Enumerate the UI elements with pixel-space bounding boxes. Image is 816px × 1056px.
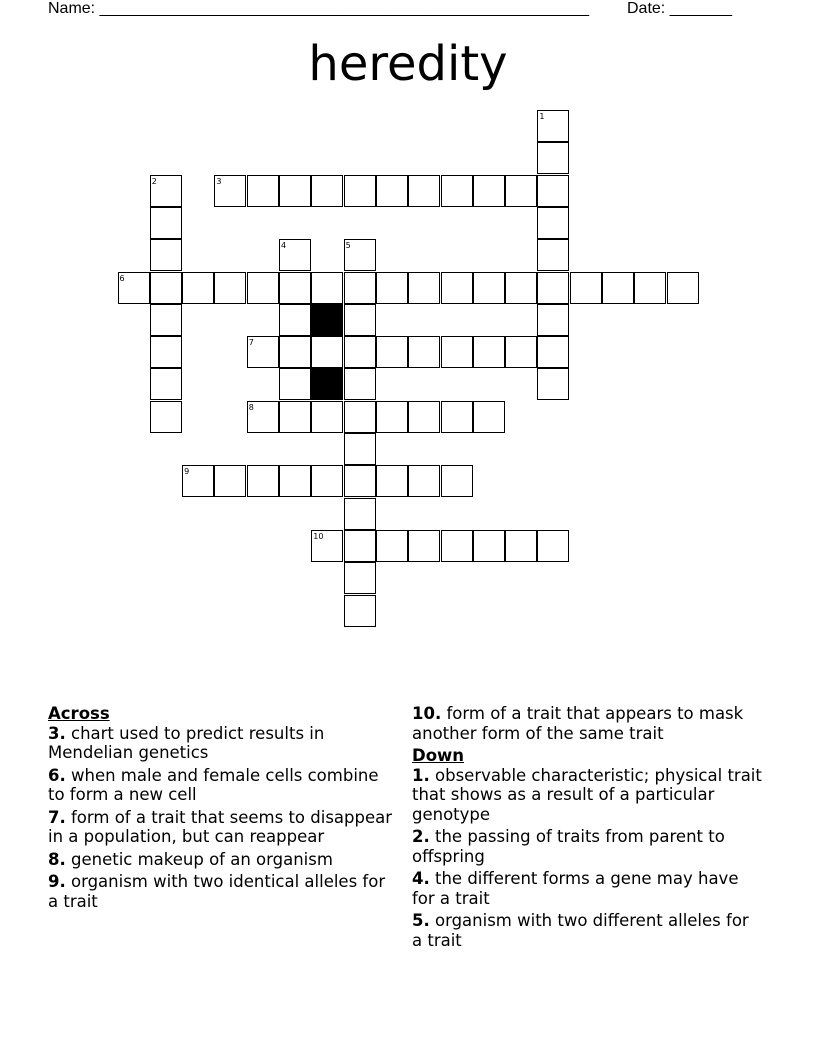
crossword-cell[interactable] (279, 175, 311, 207)
crossword-cell[interactable] (441, 336, 473, 368)
across-clue (412, 704, 762, 743)
crossword-cell[interactable] (344, 368, 376, 400)
crossword-cell[interactable] (344, 272, 376, 304)
clue-text: organism with two identical alleles for a trait (48, 872, 386, 911)
crossword-cell[interactable] (537, 336, 569, 368)
crossword-cell[interactable] (505, 530, 537, 562)
crossword-cell[interactable] (408, 175, 440, 207)
crossword-cell[interactable] (150, 401, 182, 433)
crossword-cell[interactable] (473, 336, 505, 368)
crossword-cell[interactable] (537, 207, 569, 239)
crossword-cell[interactable] (473, 401, 505, 433)
clues-column-left (48, 702, 398, 914)
clue-number: 8. (48, 849, 66, 869)
crossword-block (311, 304, 343, 336)
crossword-cell[interactable] (537, 272, 569, 304)
name-field: Name: _______________________________________________________ (48, 0, 589, 17)
crossword-cell[interactable] (279, 465, 311, 497)
clue-number: 2. (412, 827, 430, 846)
crossword-cell[interactable] (344, 465, 376, 497)
page-title: heredity (308, 36, 508, 92)
crossword-cell[interactable] (537, 530, 569, 562)
crossword-cell[interactable] (311, 465, 343, 497)
crossword-cell[interactable] (279, 272, 311, 304)
crossword-cell[interactable] (667, 272, 699, 304)
clue-text: when male and female cells combine to form a new cell (48, 765, 379, 804)
clue-number-label: 4 (281, 241, 287, 251)
crossword-cell[interactable] (214, 465, 246, 497)
crossword-cell[interactable] (279, 336, 311, 368)
down-clue (412, 766, 762, 825)
crossword-cell[interactable] (247, 465, 279, 497)
crossword-cell[interactable] (505, 272, 537, 304)
across-clue (48, 766, 398, 805)
crossword-cell[interactable] (537, 239, 569, 271)
crossword-cell[interactable] (344, 336, 376, 368)
crossword-cell[interactable] (376, 175, 408, 207)
crossword-cell[interactable] (570, 272, 602, 304)
crossword-cell[interactable] (376, 465, 408, 497)
crossword-cell[interactable] (376, 336, 408, 368)
crossword-cell[interactable] (311, 272, 343, 304)
crossword-cell[interactable] (376, 272, 408, 304)
crossword-cell[interactable] (441, 530, 473, 562)
down-heading: Down (412, 746, 465, 765)
clues-column-right (412, 702, 762, 953)
crossword-cell[interactable] (182, 272, 214, 304)
crossword-cell[interactable] (344, 401, 376, 433)
crossword-cell[interactable] (602, 272, 634, 304)
crossword-cell[interactable] (247, 175, 279, 207)
down-clue (412, 911, 762, 950)
crossword-cell[interactable] (537, 175, 569, 207)
crossword-cell[interactable] (279, 401, 311, 433)
crossword-cell[interactable] (344, 595, 376, 627)
across-clue (48, 872, 398, 911)
crossword-cell[interactable] (344, 530, 376, 562)
crossword-cell[interactable] (150, 304, 182, 336)
clue-number-label: 7 (248, 338, 254, 348)
clue-number-label: 6 (119, 273, 125, 283)
crossword-cell[interactable] (408, 401, 440, 433)
crossword-cell[interactable] (376, 401, 408, 433)
clue-number-label: 8 (248, 402, 254, 412)
clue-number: 3. (48, 723, 66, 743)
crossword-cell[interactable] (441, 175, 473, 207)
crossword-cell[interactable] (150, 368, 182, 400)
crossword-cell[interactable] (311, 401, 343, 433)
crossword-cell[interactable] (505, 175, 537, 207)
crossword-cell[interactable] (634, 272, 666, 304)
crossword-cell[interactable] (344, 175, 376, 207)
crossword-block (311, 368, 343, 400)
clue-number: 10. (412, 704, 442, 723)
clue-number-label: 1 (539, 112, 545, 121)
clue-number-label: 9 (184, 467, 190, 477)
clue-number: 4. (412, 869, 430, 888)
crossword-cell[interactable] (408, 465, 440, 497)
clue-number: 9. (48, 872, 66, 891)
crossword-cell[interactable] (408, 272, 440, 304)
crossword-cell[interactable] (537, 304, 569, 336)
across-clue (48, 724, 398, 763)
crossword-cell[interactable] (311, 175, 343, 207)
crossword-cell[interactable] (473, 175, 505, 207)
crossword-cell[interactable] (537, 142, 569, 174)
clue-text: chart used to predict results in Mendelian genetics (48, 723, 325, 762)
clue-text: form of a trait that appears to mask another form of the same trait (412, 704, 744, 743)
clue-number: 5. (412, 911, 430, 930)
clue-text: the passing of traits from parent to offspring (412, 827, 725, 866)
clue-text: organism with two different alleles for a trait (412, 911, 749, 950)
crossword-cell[interactable] (344, 562, 376, 594)
clue-number-label: 3 (216, 176, 222, 186)
clue-number-label: 10 (313, 531, 324, 541)
crossword-cell[interactable] (344, 304, 376, 336)
clue-number: 1. (412, 765, 430, 785)
crossword-cell[interactable] (537, 368, 569, 400)
crossword-cell[interactable] (279, 304, 311, 336)
crossword-cell[interactable] (344, 433, 376, 465)
crossword-cell[interactable] (214, 272, 246, 304)
crossword-cell[interactable] (441, 401, 473, 433)
clue-number: 6. (48, 765, 66, 785)
down-clue (412, 827, 762, 866)
across-clue (48, 808, 398, 847)
clue-text: form of a trait that seems to disappear in a population, but can reappear (48, 807, 393, 846)
down-clue (412, 869, 762, 908)
crossword-cell[interactable] (247, 272, 279, 304)
across-clue (48, 850, 398, 870)
clue-text: observable characteristic; physical trait that shows as a result of a particular genotype (412, 765, 762, 824)
crossword-cell[interactable] (441, 465, 473, 497)
crossword-cell[interactable] (150, 239, 182, 271)
clue-text: genetic makeup of an organism (71, 849, 333, 869)
crossword-cell[interactable] (408, 530, 440, 562)
crossword-cell[interactable] (473, 530, 505, 562)
across-heading: Across (48, 704, 110, 723)
clue-number-label: 5 (345, 241, 351, 251)
crossword-cell[interactable] (279, 368, 311, 400)
clue-number: 7. (48, 807, 66, 827)
crossword-cell[interactable] (441, 272, 473, 304)
crossword-cell[interactable] (473, 272, 505, 304)
clue-text: the different forms a gene may have for a trait (412, 869, 739, 908)
crossword-cell[interactable] (505, 336, 537, 368)
crossword-cell[interactable] (150, 336, 182, 368)
crossword-cell[interactable] (311, 336, 343, 368)
clue-number-label: 2 (151, 176, 157, 186)
crossword-cell[interactable] (150, 207, 182, 239)
crossword-cell[interactable] (408, 336, 440, 368)
crossword-cell[interactable] (344, 498, 376, 530)
crossword-cell[interactable] (150, 272, 182, 304)
crossword-cell[interactable] (376, 530, 408, 562)
date-field: Date: _______ (627, 0, 732, 17)
